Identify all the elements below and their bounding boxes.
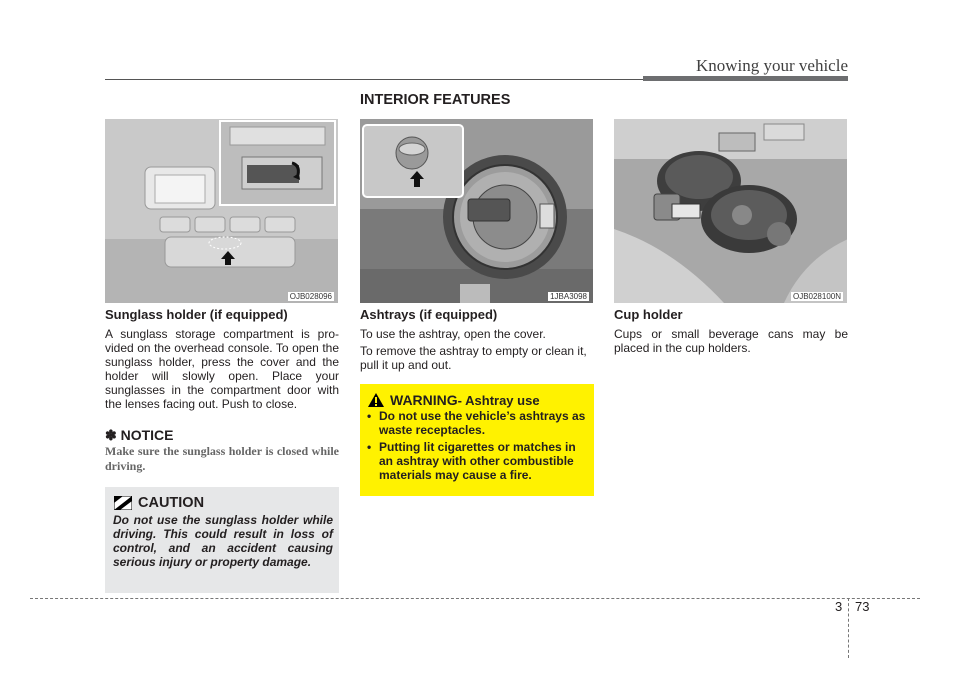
caution-heading: CAUTION [138, 495, 205, 511]
cup-holder-heading: Cup holder [614, 307, 683, 322]
cup-holder-body: Cups or small beverage cans may be placed in the cup holders. [614, 327, 848, 355]
image-code: OJB028100N [792, 292, 841, 301]
caution-header [114, 495, 204, 511]
ashtray-body-1: To use the ashtray, open the cover. [360, 327, 546, 341]
image-code: OJB028096 [289, 292, 332, 301]
ashtray-photo [360, 119, 593, 303]
sunglass-holder-body: A sunglass storage compartment is pro-vided on the overhead console. To open the sunglass holder, press the cover and the holder will slowly open. Place your sunglasses in the compartment door with the lenses facing out. Push to close. [105, 327, 339, 411]
image-code: 1JBA3098 [550, 292, 587, 301]
page-number: 73 [855, 599, 870, 614]
warning-subheading: - Ashtray use [457, 392, 540, 408]
section-title: INTERIOR FEATURES [360, 92, 511, 108]
warning-heading: WARNING [390, 392, 458, 408]
overhead-console-illustration [105, 119, 338, 303]
warning-item: • Putting lit cigarettes or matches in an ashtray with other combustible materials may cause a fire. [364, 440, 590, 482]
ashtray-body-2: To remove the ashtray to empty or clean it, pull it up and out. [360, 344, 587, 372]
chapter-number: 3 [835, 599, 843, 614]
warning-header [368, 392, 540, 408]
ashtray-illustration [360, 119, 593, 303]
cup-holder-photo [614, 119, 847, 303]
notice-text: Make sure the sunglass holder is closed while driving. [105, 444, 339, 473]
caution-text: Do not use the sunglass holder while driving. This could result in loss of control, and an accident causing serious injury or property damage. [113, 513, 333, 569]
footer-divider [848, 598, 849, 658]
warning-triangle-icon [368, 393, 384, 407]
notice-heading: ✽ NOTICE [105, 427, 174, 443]
caution-box [105, 487, 339, 593]
cup-holder-illustration [614, 119, 847, 303]
header-title: Knowing your vehicle [695, 56, 848, 75]
sunglass-holder-photo [105, 119, 338, 303]
footer-rule [30, 598, 920, 599]
warning-box [360, 384, 594, 496]
sunglass-holder-heading: Sunglass holder (if equipped) [105, 307, 288, 322]
header-bar [643, 76, 848, 81]
caution-icon [114, 496, 132, 510]
ashtray-heading: Ashtrays (if equipped) [360, 307, 498, 322]
warning-list [364, 409, 590, 485]
warning-item: • Do not use the vehicle’s ashtrays as waste receptacles. [364, 409, 590, 437]
